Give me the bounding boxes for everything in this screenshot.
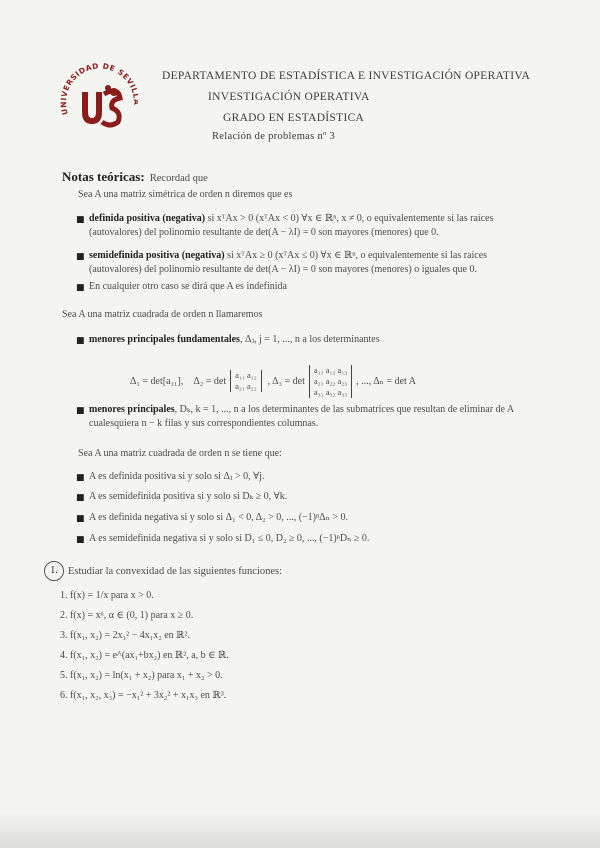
matrix-row: a₁₁ a₁₂ xyxy=(235,370,257,380)
subject-title: INVESTIGACIÓN OPERATIVA xyxy=(208,91,370,103)
sheet-title: Relación de problemas nº 3 xyxy=(212,131,336,142)
def-pos-term: definida positiva (negativa) xyxy=(89,213,206,224)
matrix-row: a₁₁ a₁₂ a₁₃ xyxy=(313,364,348,375)
bullet-icon: ■ xyxy=(76,336,85,346)
semi-text: si xᵀAx ≥ 0 (xᵀAx ≤ 0) ∀x ∈ ℝⁿ, o equivalentemente si las raíces xyxy=(227,250,488,261)
degree-title: GRADO EN ESTADÍSTICA xyxy=(223,112,365,124)
delta1: Δ₁ = det[a₁₁], xyxy=(130,375,184,387)
minors-text: , Δⱼ, j = 1, ..., n a los determinantes xyxy=(239,334,380,345)
semi-line xyxy=(89,250,487,261)
intro-square: Sea A una matriz cuadrada de orden n llamaremos xyxy=(62,309,263,320)
problem-item: 3. f(x₁, x₂) = 2x₁² − 4x₁x₂ en ℝ². xyxy=(60,630,190,641)
problem-item: 2. f(x) = xᵅ, α ∈ (0, 1) para x ≥ 0. xyxy=(60,610,194,621)
criterion-2: A es semidefinida positiva si y solo si Dₖ ≥ 0, ∀k. xyxy=(89,491,288,502)
university-seal-icon xyxy=(60,52,138,134)
semi-line2: (autovalores) del polinomio resultante de det(A − λI) = 0 son mayores (menores) o iguales que 0. xyxy=(89,264,477,275)
bullet-icon: ■ xyxy=(76,406,85,416)
problem-number: 1. xyxy=(44,561,64,581)
problem-item: 5. f(x₁, x₂) = ln(x₁ + x₂) para x₁ + x₂ > 0. xyxy=(60,670,223,681)
matrix-row: a₂₁ a₂₂ a₂₃ xyxy=(313,375,348,386)
matrix-row: a₃₁ a₃₂ a₃₃ xyxy=(313,386,348,397)
pminors-line2: cualesquiera n − k filas y sus correspondientes columnas. xyxy=(89,418,319,429)
delta2-label: Δ₂ = det xyxy=(193,375,227,387)
matrix-3x3 xyxy=(309,365,352,398)
minors-term: menores principales fundamentales xyxy=(89,334,240,345)
notes-title: Notas teóricas: xyxy=(62,169,145,184)
problem-item: 4. f(x₁, x₂) = e^(ax₁+bx₂) en ℝ², a, b ∈ ℝ. xyxy=(60,650,229,661)
page-bottom-shadow xyxy=(0,812,600,848)
criterion-3: A es definida negativa si y solo si Δ₁ < 0, Δ₂ > 0, ..., (−1)ⁿΔₙ > 0. xyxy=(89,512,349,523)
bullet-icon: ■ xyxy=(76,473,85,483)
problem-item: 1. f(x) = 1/x para x > 0. xyxy=(60,590,154,601)
semi-term: semidefinida positiva (negativa) xyxy=(89,250,225,261)
problem-statement: Estudiar la convexidad de las siguientes funciones: xyxy=(68,566,283,577)
notes-title-suffix: Recordad que xyxy=(149,173,208,184)
department-title: DEPARTAMENTO DE ESTADÍSTICA E INVESTIGACIÓN OPERATIVA xyxy=(162,70,531,82)
intro-symmetric: Sea A una matriz simétrica de orden n diremos que es xyxy=(78,189,293,200)
def-pos-line2: (autovalores) del polinomio resultante de det(A − λI) = 0 son mayores (menores) que 0. xyxy=(89,227,439,238)
matrix-2x2 xyxy=(230,370,262,392)
intro-criteria: Sea A una matriz cuadrada de orden n se tiene que: xyxy=(78,448,282,459)
pminors-text: , Dₖ, k = 1, ..., n a los determinantes de las submatrices que resultan de eliminar de A xyxy=(174,404,515,415)
bullet-icon: ■ xyxy=(76,493,85,503)
matrix-row: a₂₁ a₂₂ xyxy=(235,381,257,391)
bullet-icon: ■ xyxy=(76,252,85,262)
bullet-icon: ■ xyxy=(76,535,85,545)
university-logo xyxy=(60,52,138,134)
criterion-4: A es semidefinida negativa si y solo si D₁ ≤ 0, D₂ ≥ 0, ..., (−1)ⁿDₙ ≥ 0. xyxy=(89,533,370,544)
minors-line xyxy=(89,334,380,345)
pminors-line xyxy=(89,404,514,415)
determinants-formula xyxy=(130,360,416,402)
bullet-icon: ■ xyxy=(76,215,85,225)
def-pos-text: si xᵀAx > 0 (xᵀAx < 0) ∀x ∈ ℝⁿ, x ≠ 0, o equivalentemente si las raíces xyxy=(207,213,494,224)
criterion-1: A es definida positiva si y solo si Δⱼ > 0, ∀j. xyxy=(89,471,265,482)
deltan: , ..., Δₙ = det A xyxy=(356,375,416,387)
indef-line: En cualquier otro caso se dirá que A es indefinida xyxy=(89,281,287,292)
logo-arc-text: U VERSIDAD DE SEVI xyxy=(60,61,138,116)
bullet-icon: ■ xyxy=(76,514,85,524)
pminors-term: menores principales xyxy=(89,404,175,415)
delta3-label: , Δ₃ = det xyxy=(267,375,305,387)
problem-item: 6. f(x₁, x₂, x₃) = −x₁² + 3x₂² + x₁x₃ en ℝ³. xyxy=(60,690,227,701)
def-pos-line xyxy=(89,213,493,224)
bullet-icon: ■ xyxy=(76,283,85,293)
notes-heading xyxy=(62,166,208,185)
